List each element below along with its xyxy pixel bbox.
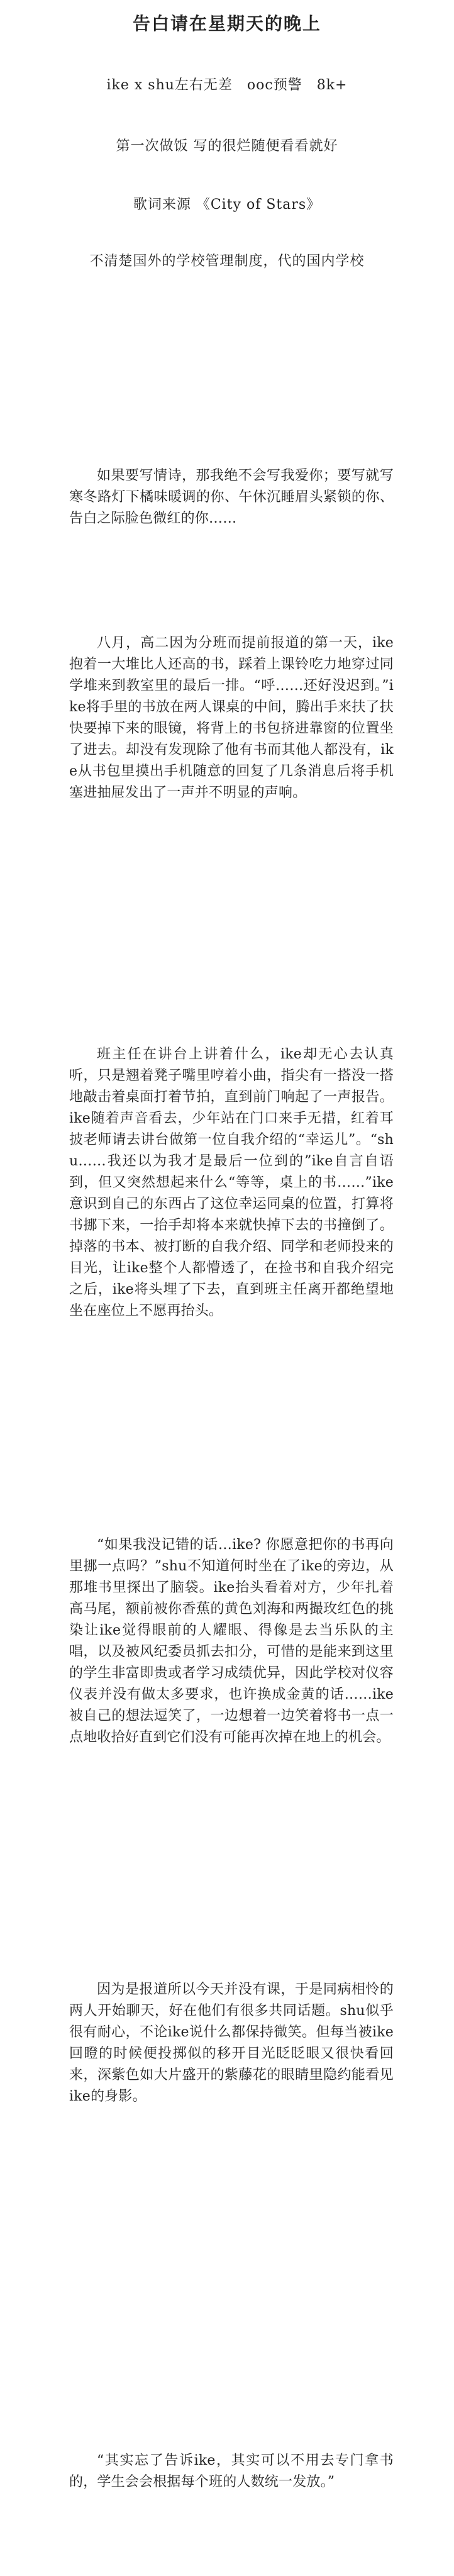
meta-author-note: 第一次做饭 写的很烂随便看看就好 xyxy=(116,138,338,154)
story-paragraph-3: 班主任在讲台上讲着什么，ike却无心去认真听，只是翘着凳子嘴里哼着小曲，指尖有一搭没一搭地敲击着桌面打着节拍，直到前门响起了一声报告。ike随着声音看去，少年站在门口来手无措，红着耳披老师请去讲台做第一位自我介绍的“幸运儿”。“shu……我还以为我才是最后一位到的”ike自言自语到，但又突然想起来什么“等等，桌上的书……”ike意识到自己的东西占了这位幸运同桌的位置，打算将书挪下来，一抬手却将本来就快掉下去的书撞倒了。掉落的书本、被打断的自我介绍、同学和老师投来的目光，让ike整个人都懵透了，在捡书和自我介绍完之后，ike将头埋了下去，直到班主任离开都绝望地坐在座位上不愿再抬头。 xyxy=(69,1046,394,1319)
meta-lyrics-source: 歌词来源 《City of Stars》 xyxy=(133,197,321,213)
meta-school-note: 不清楚国外的学校管理制度，代的国内学校 xyxy=(89,253,365,269)
story-paragraph-6: “其实忘了告诉ike，其实可以不用去专门拿书的，学生会会根据每个班的人数统一发放。” xyxy=(69,2453,394,2490)
story-paragraph-4: “如果我没记错的话…ike? 你愿意把你的书再向里挪一点吗？”shu不知道何时坐在了ike的旁边，从那堆书里探出了脑袋。ike抬头看着对方，少年扎着高马尾，额前被你香蕉的黄色刘海和两撮玫红色的挑染让ike觉得眼前的人耀眼、得像是去当乐队的主唱，以及被风纪委员抓去扣分，可惜的是能来到这里的学生非富即贵或者学习成绩优异，因此学校对仪容仪表并没有做太多要求，也许换成金黄的话……ike被自己的想法逗笑了，一边想着一边笑着将书一点一点地收拾好直到它们没有可能再次掉在地上的机会。 xyxy=(69,1537,394,1745)
story-paragraph-1: 如果要写情诗，那我绝不会写我爱你；要写就写寒冬路灯下橘味暖调的你、午休沉睡眉头紧锁的你、告白之际脸色微红的你…… xyxy=(69,468,394,526)
story-paragraph-2: 八月，高二因为分班而提前报道的第一天，ike抱着一大堆比人还高的书，踩着上课铃吃力地穿过同学堆来到教室里的最后一排。“呼……还好没迟到。”ike将手里的书放在两人课桌的中间，腾出手来扶了扶快要掉下来的眼镜，将背上的书包挤进靠窗的位置坐了进去。却没有发现除了他有书而其他人都没有，ike从书包里摸出手机随意的回复了几条消息后将手机塞进抽屉发出了一声并不明显的声响。 xyxy=(69,635,394,801)
meta-pairing-warning: ike x shu左右无差 ooc预警 8k+ xyxy=(106,77,348,93)
article-title: 告白请在星期天的晚上 xyxy=(132,13,321,34)
story-paragraph-5: 因为是报道所以今天并没有课，于是同病相怜的两人开始聊天，好在他们有很多共同话题。shu似乎很有耐心，不论ike说什么都保持微笑。但每当被ike回瞪的时候便投掷似的移开目光眨眨眼又很快看回来，深紫色如大片盛开的紫藤花的眼睛里隐约能看见ike的身影。 xyxy=(69,1982,394,2104)
